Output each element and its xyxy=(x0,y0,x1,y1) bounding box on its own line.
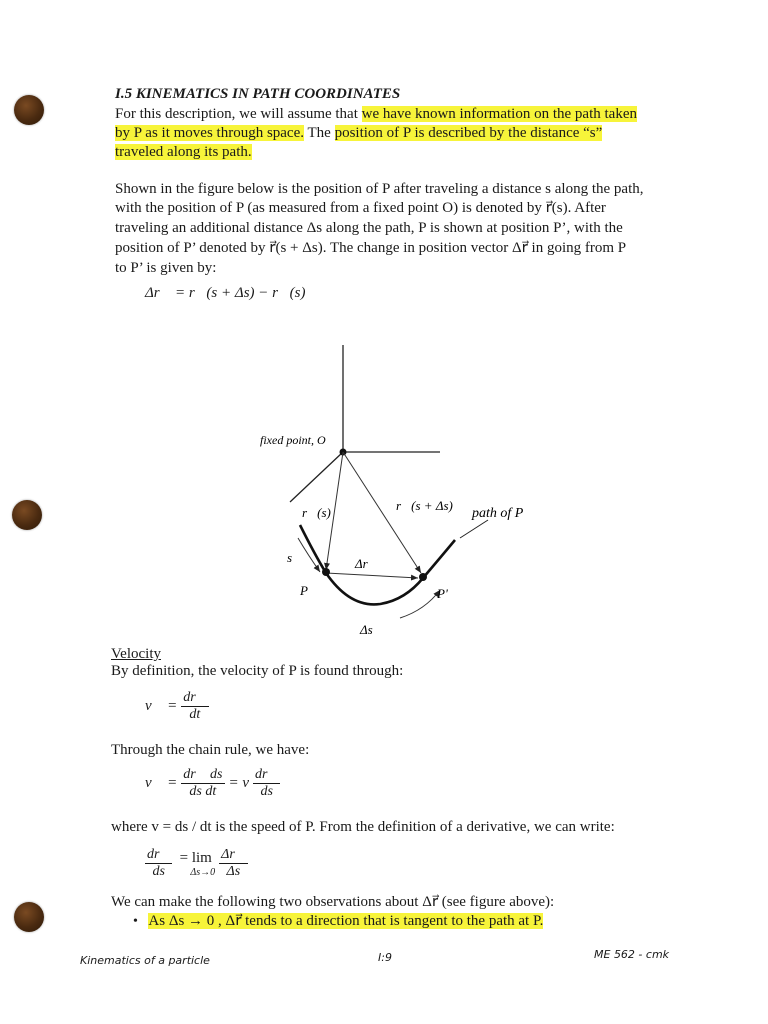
velocity-equation-1 xyxy=(145,690,209,723)
footer-page-number: I:9 xyxy=(378,951,392,964)
para2-line-1: Shown in the figure below is the position of P after traveling a distance s along the path, xyxy=(115,181,644,197)
eq-fraction xyxy=(219,847,248,880)
intro-text: The xyxy=(304,125,335,141)
path-coordinates-figure xyxy=(240,340,560,640)
intro-line-2 xyxy=(115,124,602,142)
para2-line-4: position of P’ denoted by r⃗(s + Δs). The change in position vector Δr⃗ in going from P xyxy=(115,240,627,256)
binder-hole-middle xyxy=(12,500,42,530)
eq-denominator: Δs xyxy=(226,864,241,879)
footer-left: Kinematics of a particle xyxy=(80,954,210,967)
highlight-text: traveled along its path. xyxy=(115,144,252,160)
depth-axis xyxy=(290,452,343,502)
fixed-point-label: fixed point, O xyxy=(260,433,326,447)
binder-hole-bottom xyxy=(14,902,44,932)
eq-lhs: v⃗ = xyxy=(145,698,178,715)
eq-numerator: Δr⃗ xyxy=(221,847,246,862)
point-p-prime xyxy=(419,573,427,581)
eq-middle: = v xyxy=(228,775,250,792)
eq-denominator: ds dt xyxy=(189,784,217,799)
vector-delta-r xyxy=(326,573,418,578)
eq-fraction xyxy=(181,690,208,723)
eq-numerator: dr⃗ ds xyxy=(183,767,223,782)
path-label: path of P xyxy=(472,506,524,521)
p-label: P xyxy=(300,583,308,598)
limit-operator xyxy=(176,850,215,878)
para2-line-3: traveling an additional distance Δs along the path, P is shown at position P’, with the xyxy=(115,220,623,236)
path-pointer-line xyxy=(460,520,488,538)
eq-lhs: v⃗ = xyxy=(145,775,178,792)
bullet-dot: • xyxy=(133,914,149,929)
eq-denominator: ds xyxy=(152,864,165,879)
eq-numerator: dr⃗ xyxy=(147,847,171,862)
section-title: I.5 KINEMATICS IN PATH COORDINATES xyxy=(115,86,401,102)
eq-fraction xyxy=(253,767,280,800)
delta-r-label: Δr⃗ xyxy=(355,556,378,571)
lim-text: = lim xyxy=(179,849,212,866)
point-p xyxy=(322,568,330,576)
highlight-text: position of P is described by the distance “s” xyxy=(334,125,603,141)
s-label: s xyxy=(287,550,293,565)
eq-fraction xyxy=(145,847,172,880)
intro-text: For this description, we will assume that xyxy=(115,106,362,122)
velocity-definition: By definition, the velocity of P is found through: xyxy=(111,663,404,679)
r-s-label: r⃗(s) xyxy=(302,505,331,520)
eq-denominator: dt xyxy=(189,707,201,722)
intro-line-3 xyxy=(115,143,252,161)
eq-numerator: dr⃗ xyxy=(255,767,279,782)
velocity-equation-2 xyxy=(145,767,280,800)
eq-fraction xyxy=(181,767,224,800)
observations-text: We can make the following two observations about Δr⃗ (see figure above): xyxy=(111,894,555,910)
p-prime-label: P' xyxy=(437,586,448,601)
velocity-heading: Velocity xyxy=(111,646,161,662)
highlight-text: As Δs → 0 , Δr⃗ tends to a direction that is tangent to the path at P. xyxy=(148,913,544,929)
footer-right: ME 562 - cmk xyxy=(594,948,670,961)
eq-denominator: ds xyxy=(260,784,273,799)
chain-rule-text: Through the chain rule, we have: xyxy=(111,742,310,758)
bullet-item-1 xyxy=(133,912,543,931)
eq-numerator: dr⃗ xyxy=(183,690,207,705)
where-text: where v = ds / dt is the speed of P. From the definition of a derivative, we can write: xyxy=(111,819,615,835)
r-s-ds-label: r⃗(s + Δs) xyxy=(396,498,453,513)
delta-s-label: Δs xyxy=(360,622,373,637)
highlight-text: we have known information on the path taken xyxy=(361,106,637,122)
lim-subscript: Δs→0 xyxy=(190,866,216,878)
intro-line-1 xyxy=(115,105,637,123)
limit-equation xyxy=(145,847,248,880)
para2-line-2: with the position of P (as measured from a fixed point O) is denoted by r⃗(s). After xyxy=(115,200,606,216)
para2-line-5: to P’ is given by: xyxy=(115,260,217,276)
delta-r-equation: Δr⃗ = r⃗(s + Δs) − r⃗(s) xyxy=(145,285,306,301)
highlight-text: by P as it moves through space. xyxy=(115,125,305,141)
binder-hole-top xyxy=(14,95,44,125)
